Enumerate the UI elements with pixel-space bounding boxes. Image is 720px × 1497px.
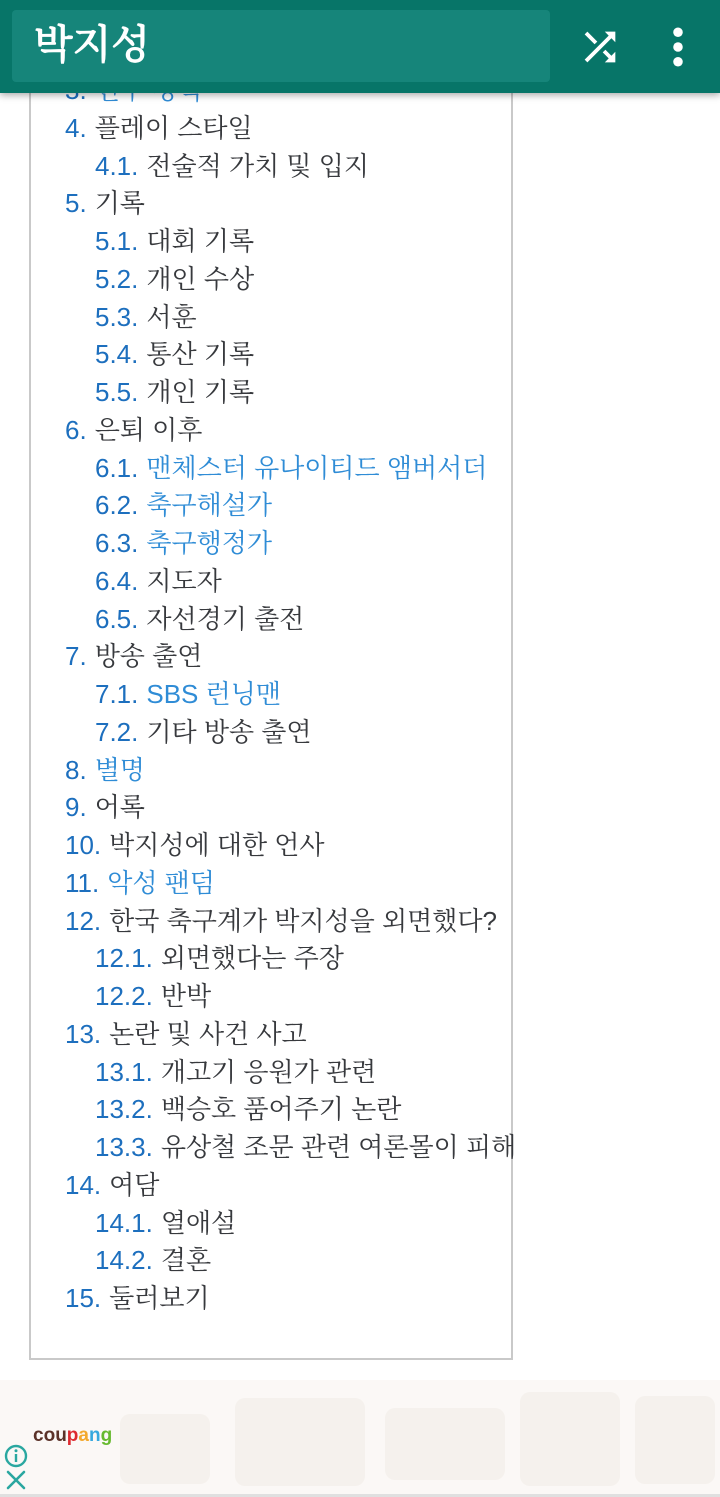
toc-item[interactable]	[65, 110, 503, 148]
toc-item[interactable]	[65, 185, 503, 223]
shuffle-icon	[577, 24, 623, 70]
toc-item[interactable]	[65, 148, 503, 186]
toc-item-number[interactable]: 11.	[65, 867, 100, 898]
toc-item-title[interactable]: 별명	[94, 754, 145, 785]
toc-item-number[interactable]: 5.3.	[95, 301, 139, 332]
toc-item-number[interactable]: 13.1.	[95, 1056, 153, 1087]
toc-item[interactable]	[65, 1205, 503, 1243]
toc-item[interactable]	[65, 261, 503, 299]
toc-item-number[interactable]: 6.5.	[95, 603, 139, 634]
toc-item-number[interactable]: 4.1.	[95, 150, 139, 181]
toc-item-title: 둘러보기	[109, 1283, 210, 1313]
ad-product-image	[235, 1398, 365, 1486]
toc-item-number[interactable]: 12.1.	[95, 943, 153, 974]
toc-item[interactable]	[65, 525, 503, 563]
toc-item-number[interactable]: 5.1.	[95, 226, 139, 256]
toc-item[interactable]	[65, 903, 503, 941]
toc-item[interactable]	[65, 336, 503, 374]
overflow-menu-button[interactable]	[650, 0, 706, 93]
toc-item-title: 개인 기록	[146, 377, 255, 407]
toc-item[interactable]	[65, 1242, 503, 1280]
toc-item-number[interactable]: 7.	[65, 641, 87, 672]
info-icon[interactable]	[4, 1444, 28, 1468]
toc-item-title: 백승호 품어주기 논란	[160, 1094, 402, 1125]
toc-item[interactable]	[65, 1054, 503, 1092]
coupang-logo-letter: o	[43, 1425, 56, 1446]
toc-item[interactable]	[65, 601, 503, 639]
toc-item-title: 기타 방송 출연	[146, 716, 312, 747]
toc-item-title: 기록	[94, 188, 145, 219]
toc-item[interactable]	[65, 1167, 503, 1205]
toc-item-number[interactable]: 14.2.	[95, 1245, 153, 1276]
toc-item-number[interactable]: 12.2.	[95, 981, 153, 1011]
toc-item-number[interactable]: 6.3.	[95, 528, 139, 558]
ad-product-image	[385, 1408, 505, 1480]
toc-item-number[interactable]: 13.2.	[95, 1094, 153, 1125]
ad-product-image	[120, 1414, 210, 1484]
toc-item[interactable]	[65, 563, 503, 601]
toc-item-number[interactable]: 15.	[65, 1283, 102, 1313]
toc-item-number[interactable]: 4.	[65, 112, 87, 143]
toc-item-title: 개고기 응원가 관련	[160, 1056, 377, 1087]
toc-item-title[interactable]: 축구해설가	[146, 490, 272, 521]
toc-item-number[interactable]: 6.2.	[95, 490, 139, 521]
toc-item-title: 개인 수상	[146, 263, 255, 294]
table-of-contents	[29, 72, 517, 1360]
toc-item-number[interactable]: 13.3.	[95, 1132, 153, 1162]
toc-item[interactable]	[65, 865, 503, 903]
toc-item-title: 대회 기록	[146, 226, 255, 256]
close-icon[interactable]	[4, 1468, 28, 1492]
toc-item-title: 유상철 조문 관련 여론몰이 피해	[160, 1132, 517, 1162]
toc-item-number[interactable]: 7.2.	[95, 716, 139, 747]
toc-item-number[interactable]: 10.	[65, 830, 102, 860]
coupang-logo-letter: p	[66, 1425, 79, 1446]
toc-item[interactable]	[65, 1016, 503, 1054]
toc-item[interactable]	[65, 940, 503, 978]
toc-item-title: 은퇴 이후	[94, 414, 203, 445]
toc-item-title: 여담	[109, 1169, 160, 1200]
toc-item-number[interactable]: 13.	[65, 1018, 102, 1049]
toc-item[interactable]	[65, 487, 503, 525]
toc-item-number[interactable]: 6.1.	[95, 452, 139, 483]
toc-item-title: 자선경기 출전	[146, 603, 305, 634]
toc-item[interactable]	[65, 752, 503, 790]
toc-item-number[interactable]: 5.	[65, 188, 87, 219]
toc-item-number[interactable]: 12.	[65, 905, 102, 936]
ad-product-image	[520, 1392, 620, 1486]
toc-item-title: 플레이 스타일	[94, 112, 253, 143]
toc-item[interactable]	[65, 638, 503, 676]
app-bar	[0, 0, 720, 93]
toc-item-title[interactable]: 맨체스터 유나이티드 앰버서더	[146, 452, 488, 483]
toc-item-number[interactable]: 6.4.	[95, 565, 139, 596]
ad-banner[interactable]	[0, 1380, 720, 1494]
toc-item-title: 어록	[94, 792, 145, 823]
coupang-logo[interactable]	[33, 1426, 112, 1445]
toc-item-number[interactable]: 8.	[65, 754, 87, 785]
toc-item-title: 통산 기록	[146, 339, 255, 370]
toc-item-title[interactable]: 악성 팬덤	[107, 867, 215, 898]
info-icon-glyph	[4, 1444, 28, 1468]
coupang-logo-letter: g	[100, 1425, 113, 1446]
close-icon-glyph	[4, 1468, 28, 1492]
toc-item[interactable]	[65, 374, 503, 412]
toc-item-title: 지도자	[146, 565, 222, 596]
toc-item[interactable]	[65, 789, 503, 827]
toc-item-title: 전술적 가치 및 입지	[146, 150, 369, 181]
ad-product-image	[635, 1396, 715, 1484]
toc-item-title: 한국 축구계가 박지성을 외면했다?	[109, 905, 497, 936]
toc-item[interactable]	[65, 978, 503, 1016]
page-title: 박지성	[34, 23, 150, 67]
toc-item-number[interactable]: 14.	[65, 1169, 102, 1200]
title-search-box[interactable]	[12, 10, 550, 82]
toc-item-title: 반박	[160, 981, 212, 1011]
toc-item[interactable]	[65, 450, 503, 488]
toc-item[interactable]	[65, 412, 503, 450]
toc-item-number[interactable]: 5.2.	[95, 263, 139, 294]
toc-item[interactable]	[65, 1280, 503, 1318]
coupang-logo-letter: n	[88, 1425, 101, 1446]
coupang-logo-letter: u	[55, 1425, 67, 1446]
toc-item-title: 박지성에 대한 언사	[109, 830, 325, 860]
toc-item-title: 외면했다는 주장	[160, 943, 344, 974]
toc-item[interactable]	[65, 827, 503, 865]
toc-item-number[interactable]: 5.4.	[95, 339, 139, 370]
kebab-menu-icon	[652, 21, 704, 73]
toc-item-title: 서훈	[146, 301, 197, 332]
toc-item[interactable]	[65, 299, 503, 337]
toc-item-title[interactable]: 축구행정가	[146, 528, 272, 558]
toc-item-title: 결혼	[160, 1245, 212, 1276]
toc-item-number[interactable]: 6.	[65, 414, 87, 445]
coupang-logo-letter: c	[33, 1425, 44, 1446]
toc-item[interactable]	[65, 714, 503, 752]
toc-item-number[interactable]: 7.1.	[95, 679, 139, 709]
toc-item[interactable]	[65, 1091, 503, 1129]
random-document-button[interactable]	[570, 0, 630, 93]
coupang-logo-letter: a	[78, 1425, 89, 1446]
toc-item[interactable]	[65, 223, 503, 261]
toc-item[interactable]	[65, 676, 503, 714]
toc-item[interactable]	[65, 1129, 517, 1167]
document-content	[0, 93, 720, 1380]
toc-item-number[interactable]: 14.1.	[95, 1207, 153, 1238]
toc-item-number[interactable]: 5.5.	[95, 377, 139, 407]
toc-item-title[interactable]: SBS 런닝맨	[146, 679, 281, 709]
toc-item-number[interactable]: 9.	[65, 792, 87, 823]
toc-item-title: 열애설	[160, 1207, 237, 1238]
toc-item-title: 논란 및 사건 사고	[109, 1018, 307, 1049]
toc-item-title: 방송 출연	[94, 641, 203, 672]
